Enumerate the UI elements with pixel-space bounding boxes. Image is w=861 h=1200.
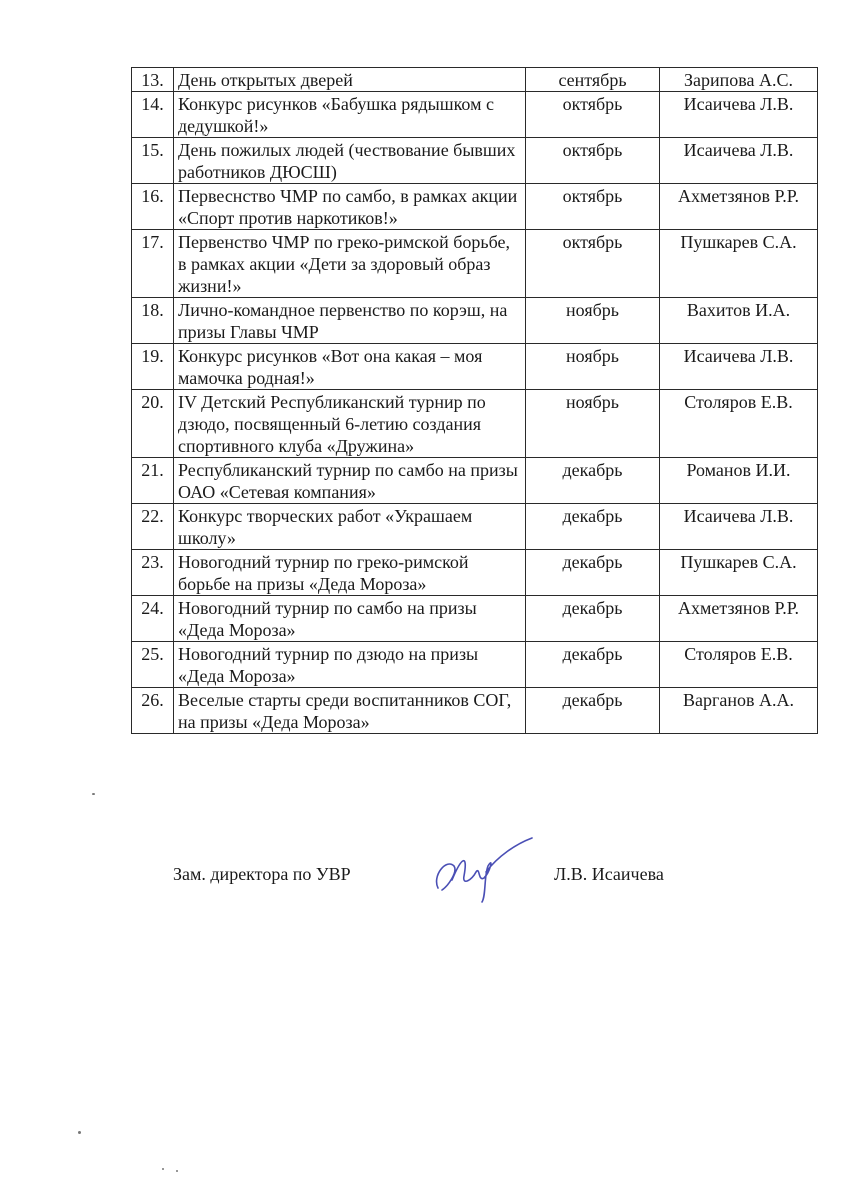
row-number: 24.: [132, 596, 174, 642]
event-title: День открытых дверей: [174, 68, 526, 92]
responsible-person: Столяров Е.В.: [660, 390, 818, 458]
scan-speck: [176, 1170, 178, 1172]
event-month: декабрь: [526, 688, 660, 734]
table-row: [132, 390, 818, 458]
table-row: [132, 458, 818, 504]
event-title: Первеснство ЧМР по самбо, в рамках акции «Спорт против наркотиков!»: [174, 184, 526, 230]
row-number: 15.: [132, 138, 174, 184]
row-number: 17.: [132, 230, 174, 298]
scan-speck: [92, 793, 95, 795]
event-title: Новогодний турнир по дзюдо на призы «Деда Мороза»: [174, 642, 526, 688]
table-row: [132, 92, 818, 138]
event-title: Новогодний турнир по самбо на призы «Деда Мороза»: [174, 596, 526, 642]
event-title: Конкурс рисунков «Бабушка рядышком с дедушкой!»: [174, 92, 526, 138]
events-table-body: [132, 68, 818, 734]
responsible-person: Варганов А.А.: [660, 688, 818, 734]
event-title: Республиканский турнир по самбо на призы ОАО «Сетевая компания»: [174, 458, 526, 504]
row-number: 19.: [132, 344, 174, 390]
table-row: [132, 184, 818, 230]
responsible-person: Зарипова А.С.: [660, 68, 818, 92]
table-row: [132, 68, 818, 92]
table-row: [132, 230, 818, 298]
responsible-person: Вахитов И.А.: [660, 298, 818, 344]
table-row: [132, 550, 818, 596]
event-title: Веселые старты среди воспитанников СОГ, на призы «Деда Мороза»: [174, 688, 526, 734]
event-month: сентябрь: [526, 68, 660, 92]
row-number: 13.: [132, 68, 174, 92]
row-number: 26.: [132, 688, 174, 734]
row-number: 25.: [132, 642, 174, 688]
event-month: ноябрь: [526, 390, 660, 458]
responsible-person: Столяров Е.В.: [660, 642, 818, 688]
responsible-person: Романов И.И.: [660, 458, 818, 504]
event-month: декабрь: [526, 550, 660, 596]
event-month: октябрь: [526, 184, 660, 230]
table-row: [132, 344, 818, 390]
signer-name: Л.В. Исаичева: [554, 864, 664, 884]
table-row: [132, 298, 818, 344]
event-title: День пожилых людей (чествование бывших работников ДЮСШ): [174, 138, 526, 184]
table-row: [132, 596, 818, 642]
responsible-person: Исаичева Л.В.: [660, 92, 818, 138]
event-title: Первенство ЧМР по греко-римской борьбе, в рамках акции «Дети за здоровый образ жизни!»: [174, 230, 526, 298]
event-month: октябрь: [526, 230, 660, 298]
event-month: декабрь: [526, 458, 660, 504]
row-number: 18.: [132, 298, 174, 344]
event-title: Лично-командное первенство по корэш, на призы Главы ЧМР: [174, 298, 526, 344]
responsible-person: Ахметзянов Р.Р.: [660, 184, 818, 230]
row-number: 21.: [132, 458, 174, 504]
responsible-person: Исаичева Л.В.: [660, 138, 818, 184]
event-month: ноябрь: [526, 298, 660, 344]
handwritten-signature: [428, 836, 538, 906]
event-title: Новогодний турнир по греко-римской борьбе на призы «Деда Мороза»: [174, 550, 526, 596]
table-row: [132, 688, 818, 734]
event-title: Конкурс творческих работ «Украшаем школу»: [174, 504, 526, 550]
row-number: 16.: [132, 184, 174, 230]
event-title: Конкурс рисунков «Вот она какая – моя мамочка родная!»: [174, 344, 526, 390]
event-month: декабрь: [526, 504, 660, 550]
table-row: [132, 504, 818, 550]
scan-speck: [78, 1131, 81, 1134]
event-month: октябрь: [526, 92, 660, 138]
event-month: октябрь: [526, 138, 660, 184]
row-number: 14.: [132, 92, 174, 138]
responsible-person: Пушкарев С.А.: [660, 230, 818, 298]
event-title: IV Детский Республиканский турнир по дзюдо, посвященный 6-летию создания спортивного клуба «Дружина»: [174, 390, 526, 458]
row-number: 22.: [132, 504, 174, 550]
event-month: декабрь: [526, 596, 660, 642]
responsible-person: Исаичева Л.В.: [660, 504, 818, 550]
scan-speck: [162, 1168, 164, 1170]
row-number: 23.: [132, 550, 174, 596]
event-month: декабрь: [526, 642, 660, 688]
responsible-person: Исаичева Л.В.: [660, 344, 818, 390]
row-number: 20.: [132, 390, 174, 458]
events-table: [131, 67, 818, 734]
signer-position: Зам. директора по УВР: [173, 864, 351, 884]
table-row: [132, 642, 818, 688]
responsible-person: Ахметзянов Р.Р.: [660, 596, 818, 642]
table-row: [132, 138, 818, 184]
event-month: ноябрь: [526, 344, 660, 390]
responsible-person: Пушкарев С.А.: [660, 550, 818, 596]
